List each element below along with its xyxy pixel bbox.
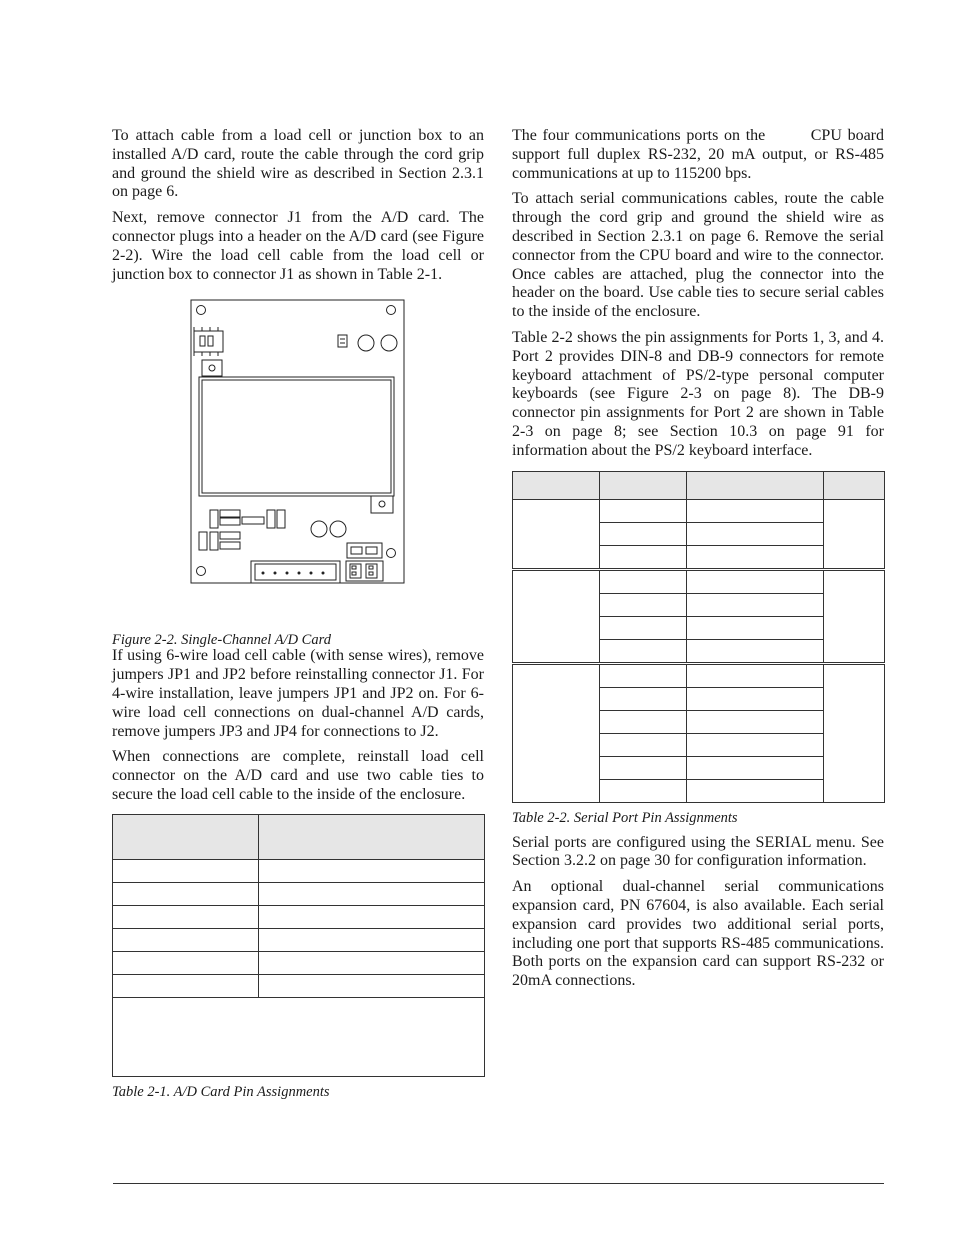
- mount-hole-top-left: [197, 306, 206, 315]
- table-note-row: [113, 997, 485, 1076]
- ad-card-figure: [112, 291, 484, 647]
- table-header-row: [513, 471, 885, 499]
- table-row: [513, 569, 885, 593]
- pin-assign-paragraph: Table 2-2 shows the pin assignments for Ports 1, 3, and 4. Port 2 provides DIN-8 and DB-9 connectors for remote keyboard attachment of PS/2-type personal computer keyboards (see Figure 2-3 on page 8). The DB-9 connector pin assignments for Port 2 are shown in Table 2-3 on page 8; see Section 10.3 on page 91 for information about the PS/2 keyboard interface.: [512, 328, 884, 459]
- mount-hole-top-right: [387, 306, 396, 315]
- table-row: [513, 499, 885, 522]
- ad-pin-table: [112, 814, 485, 1077]
- small-component: [338, 335, 347, 347]
- right-column: [512, 127, 888, 998]
- serial-cable-paragraph: To attach serial communications cables, route the cable through the cord grip and ground the shield wire as described in Section 2.3.1 on page 6. Remove the serial connector from the CPU board and wire to the connector. Once cables are attached, plug the connector into the header on the board. Use cable ties to secure serial cables to the inside of the enclosure.: [512, 190, 884, 321]
- ports-paragraph: The four communications ports on the CPU board support full duplex RS-232, 20 mA output, or RS-485 communications at up to 115200 bps.: [512, 127, 888, 182]
- table-row: [113, 974, 485, 997]
- mount-hole-bottom-left: [197, 567, 206, 576]
- capacitor-4: [330, 521, 346, 537]
- capacitor-1: [358, 335, 374, 351]
- figure-caption: Figure 2-2. Single-Channel A/D Card: [112, 632, 331, 649]
- serial-menu-paragraph: Serial ports are configured using the SERIAL menu. See Section 3.2.2 on page 30 for configuration information.: [512, 833, 884, 870]
- table1-caption: Table 2-1. A/D Card Pin Assignments: [112, 1083, 330, 1100]
- table-header-row: [113, 814, 485, 859]
- left-column: [112, 127, 484, 1108]
- table-row: [113, 859, 485, 882]
- table-row: [113, 882, 485, 905]
- large-module: [199, 377, 394, 496]
- footer-rule: [113, 1183, 884, 1184]
- table-row: [113, 951, 485, 974]
- table-header-cell: [259, 814, 485, 859]
- capacitor-2: [381, 335, 397, 351]
- serial-pin-table: [512, 471, 885, 803]
- mount-hole-bottom-right: [387, 549, 396, 558]
- ad-card-drawing: [190, 299, 406, 585]
- capacitor-3: [311, 521, 327, 537]
- intro-paragraph: To attach cable from a load cell or junction box to an installed A/D card, route the cable through the cord grip and ground the shield wire as described in Section 2.3.1 on page 6.: [112, 127, 484, 201]
- table-row: [113, 928, 485, 951]
- pad-square-top: [202, 360, 222, 376]
- reinstall-paragraph: When connections are complete, reinstall load cell connector on the A/D card and use two cable ties to secure the load cell cable to the inside of the enclosure.: [112, 748, 484, 803]
- connector-paragraph: Next, remove connector J1 from the A/D card. The connector plugs into a header on the A/D card (see Figure 2-2). Wire the load cell cable from the load cell or junction box to connector J1 as shown in Table 2-1.: [112, 209, 484, 283]
- table2-caption: Table 2-2. Serial Port Pin Assignments: [512, 809, 738, 826]
- table-row: [113, 905, 485, 928]
- pad-square-bottom: [371, 496, 393, 513]
- jumper-paragraph: If using 6-wire load cell cable (with sense wires), remove jumpers JP1 and JP2 before reinstalling connector J1. For 4-wire installation, leave jumpers JP1 and JP2 on. For 6-wire load cell connections on dual-channel A/D cards, remove jumpers JP3 and JP4 for connections to J2.: [112, 647, 484, 740]
- table-header-cell: [113, 814, 259, 859]
- table-row: [513, 663, 885, 687]
- expansion-card-paragraph: An optional dual-channel serial communications expansion card, PN 67604, is also available. Each serial expansion card provides two additional serial ports, including one port that supports RS-485 communications. Both ports on the expansion card can support RS-232 or 20mA connections.: [512, 878, 884, 990]
